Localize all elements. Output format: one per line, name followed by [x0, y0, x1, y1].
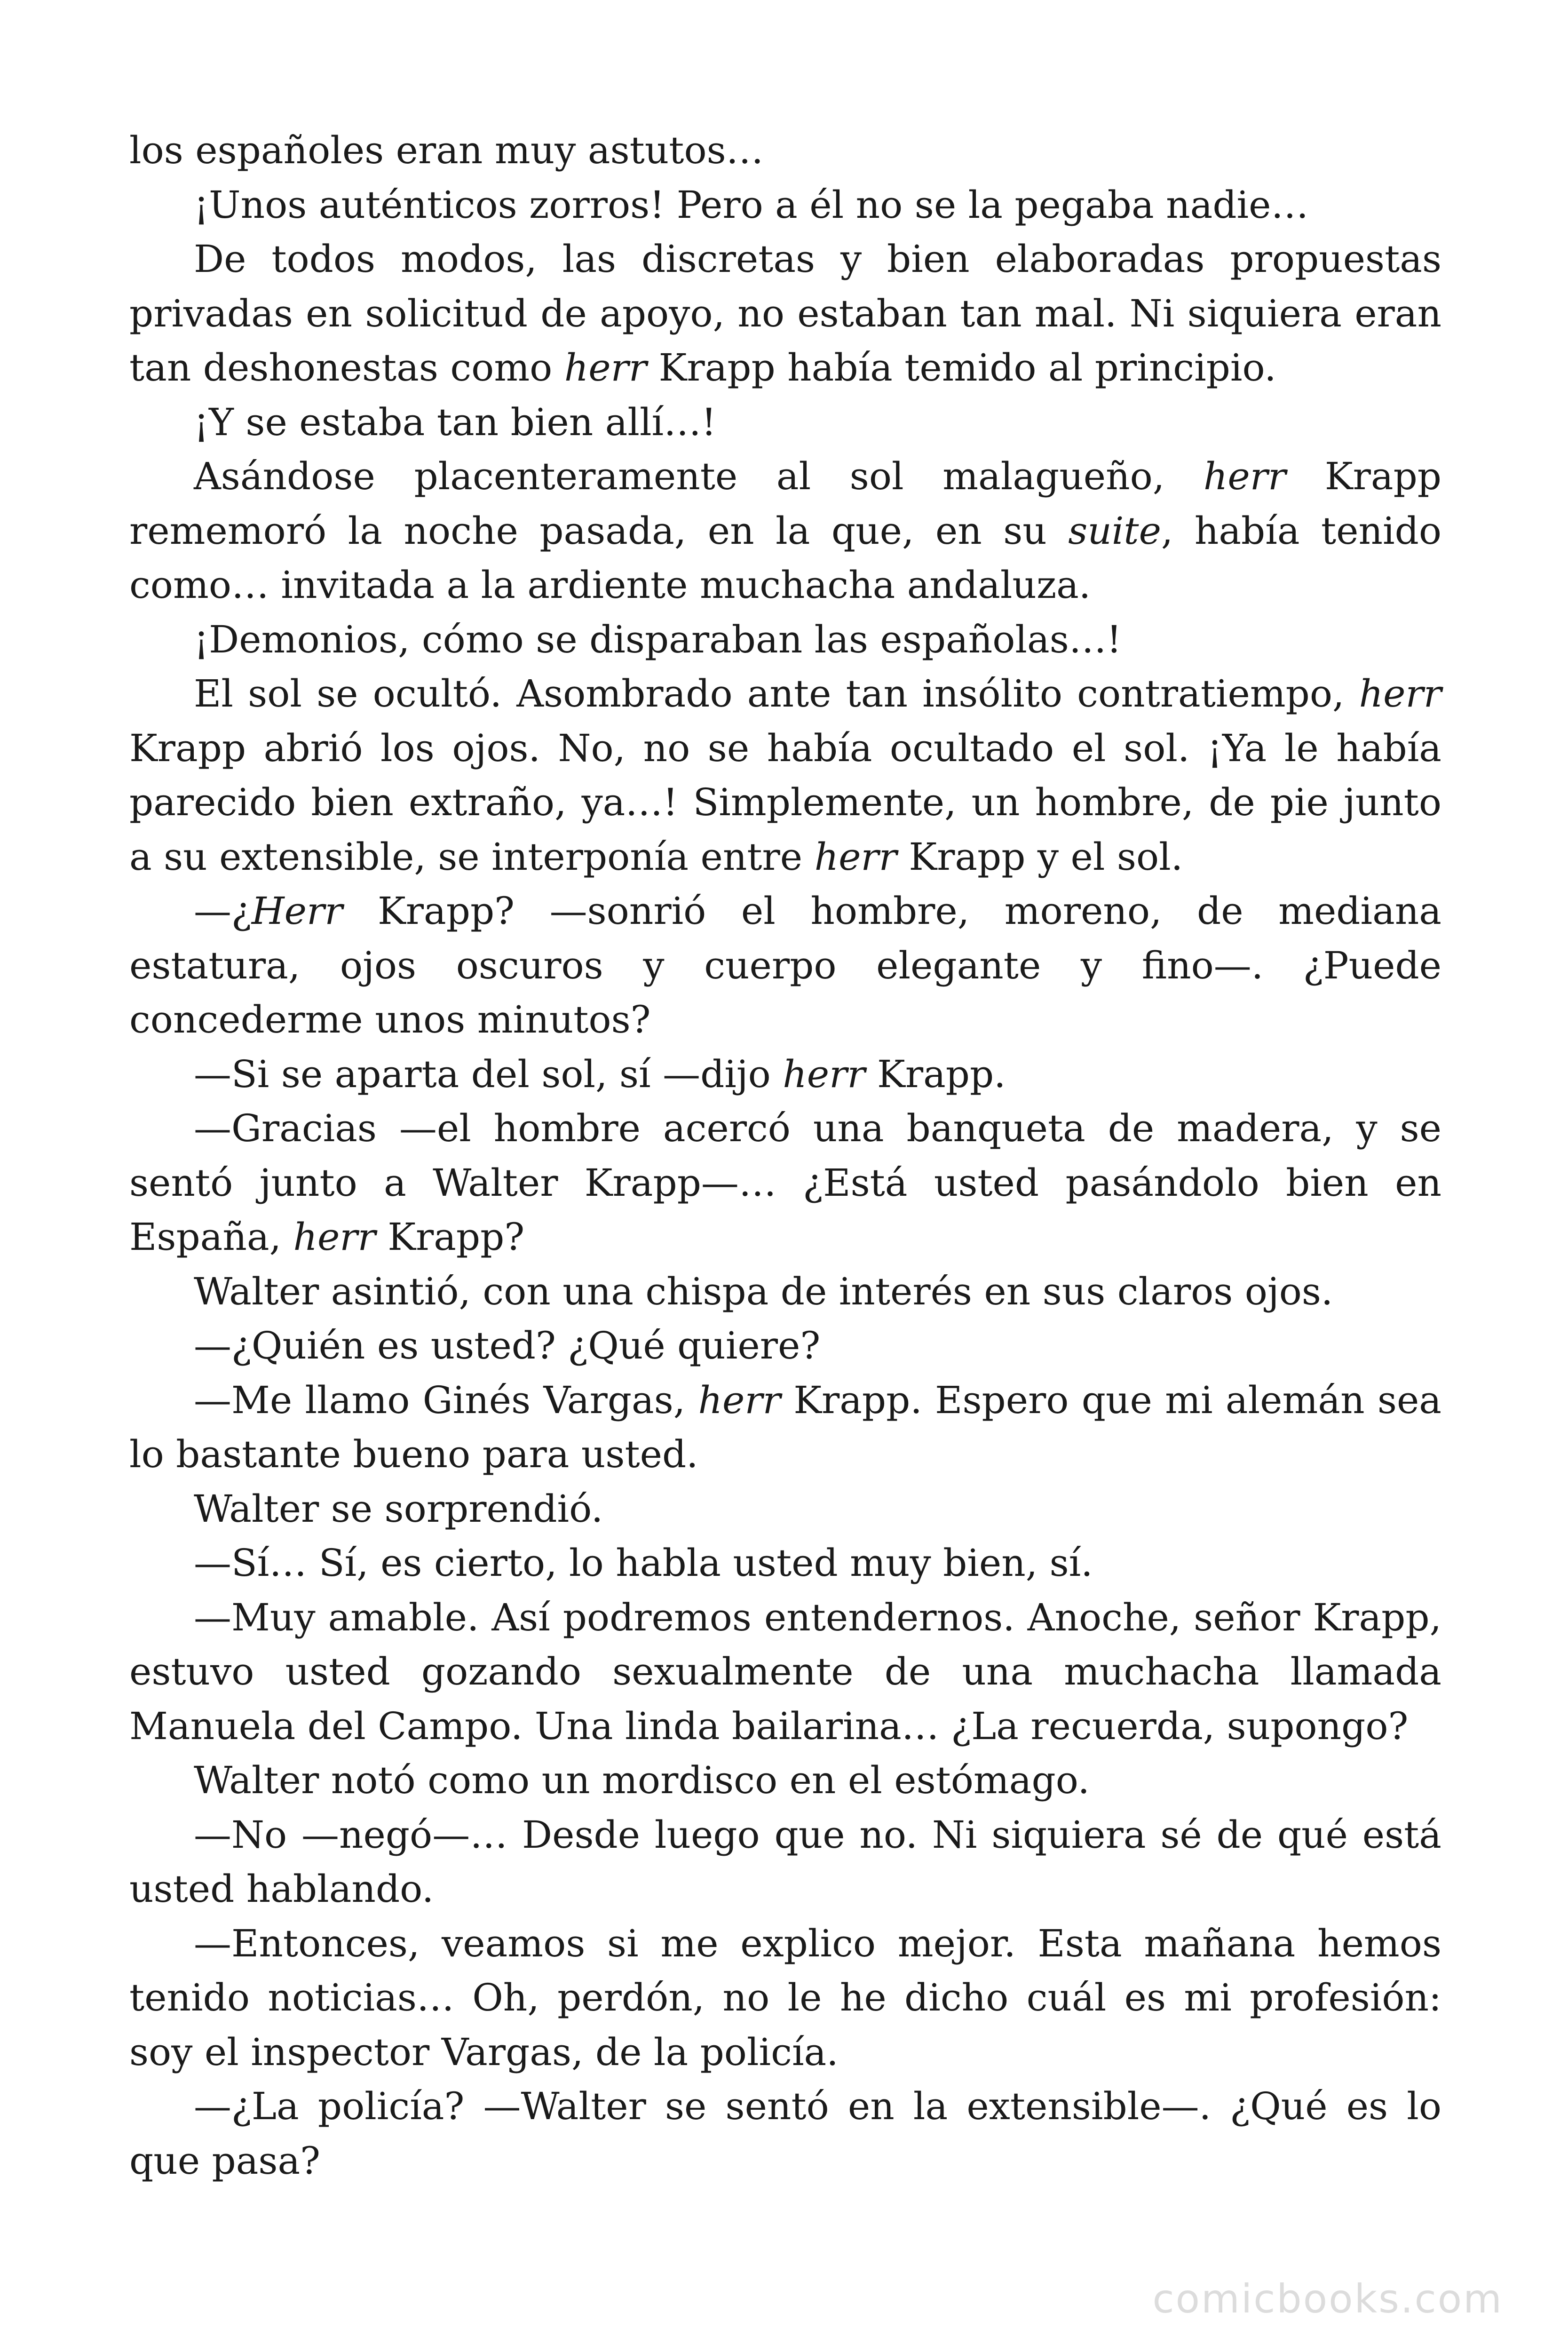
paragraph — [129, 1536, 1441, 1590]
text-run: , había tenido como… invitada a la ardiente muchacha andaluza. — [129, 509, 1441, 607]
paragraph — [129, 884, 1441, 1047]
paragraph — [129, 178, 1441, 232]
watermark: comicbooks.com — [1152, 2276, 1503, 2322]
text-run: —No —negó—… Desde luego que no. Ni siquiera sé de qué está usted hablando. — [129, 1812, 1441, 1911]
paragraph — [129, 449, 1441, 612]
text-run: Walter notó como un mordisco en el estómago. — [194, 1758, 1090, 1802]
text-run: —¿ — [194, 889, 252, 933]
paragraph — [129, 395, 1441, 450]
paragraph — [129, 667, 1441, 884]
paragraph — [129, 1264, 1441, 1319]
text-run: —¿La policía? —Walter se sentó en la extensible—. ¿Qué es lo que pasa? — [129, 2084, 1441, 2183]
text-run: De todos modos, las discretas y bien elaboradas propuestas privadas en solicitud de apoyo, no estaban tan mal. Ni siquiera eran tan deshonestas como — [129, 237, 1441, 389]
italic-text: herr — [814, 834, 897, 879]
paragraph — [129, 1808, 1441, 1916]
text-run: Krapp? — [375, 1215, 525, 1259]
italic-text: herr — [1359, 672, 1441, 715]
text-run: Walter se sorprendió. — [194, 1486, 603, 1531]
paragraph — [129, 1101, 1441, 1264]
italic-text: Herr — [251, 889, 343, 933]
paragraph — [129, 123, 1441, 178]
text-run: El sol se ocultó. Asombrado ante tan insólito contratiempo, — [194, 672, 1359, 715]
text-run: —Entonces, veamos si me explico mejor. Esta mañana hemos tenido noticias… Oh, perdón, no le he dicho cuál es mi profesión: soy el inspector Vargas, de la policía. — [129, 1921, 1441, 2074]
text-run: Krapp y el sol. — [896, 834, 1183, 879]
italic-text: herr — [293, 1215, 376, 1259]
paragraph — [129, 1047, 1441, 1102]
text-run: ¡Y se estaba tan bien allí…! — [194, 400, 717, 444]
text-run: ¡Unos auténticos zorros! Pero a él no se la pegaba nadie… — [194, 183, 1309, 227]
paragraph — [129, 232, 1441, 395]
text-run: Krapp abrió los ojos. No, no se había ocultado el sol. ¡Ya le había parecido bien extraño, ya…! Simplemente, un hombre, de pie junto a su extensible, se interponía entre — [129, 726, 1441, 879]
paragraph — [129, 612, 1441, 667]
text-run: Krapp. — [865, 1052, 1006, 1096]
text-run: ¡Demonios, cómo se disparaban las españolas…! — [194, 617, 1122, 661]
paragraph — [129, 2079, 1441, 2188]
italic-text: herr — [698, 1378, 781, 1422]
text-run: —Me llamo Ginés Vargas, — [194, 1378, 698, 1422]
text-run: —Muy amable. Así podremos entendernos. Anoche, señor Krapp, estuvo usted gozando sexualmente de una muchacha llamada Manuela del Campo. Una linda bailarina… ¿La recuerda, supongo? — [129, 1595, 1441, 1748]
paragraph — [129, 1373, 1441, 1482]
text-run: Krapp rememoró la noche pasada, en la que, en su — [129, 454, 1441, 553]
italic-text: herr — [564, 346, 647, 389]
text-run: Asándose placenteramente al sol malagueño, — [194, 454, 1204, 498]
text-run: —Sí… Sí, es cierto, lo habla usted muy bien, sí. — [194, 1541, 1093, 1585]
paragraph — [129, 1590, 1441, 1754]
text-run: —Gracias —el hombre acercó una banqueta de madera, y se sentó junto a Walter Krapp—… ¿Está usted pasándolo bien en España, — [129, 1106, 1441, 1259]
italic-text: herr — [783, 1052, 865, 1096]
book-page-text — [129, 123, 1441, 2188]
paragraph — [129, 1482, 1441, 1536]
text-run: Walter asintió, con una chispa de interés en sus claros ojos. — [194, 1269, 1333, 1313]
paragraph — [129, 1916, 1441, 2080]
text-run: Krapp. Espero que mi alemán sea lo bastante bueno para usted. — [129, 1378, 1441, 1476]
italic-text: suite — [1068, 509, 1161, 553]
text-run: Krapp? —sonrió el hombre, moreno, de mediana estatura, ojos oscuros y cuerpo elegante y fino—. ¿Puede concederme unos minutos? — [129, 889, 1441, 1041]
text-run: Krapp había temido al principio. — [647, 346, 1276, 389]
text-run: los españoles eran muy astutos… — [129, 128, 764, 172]
text-run: —¿Quién es usted? ¿Qué quiere? — [194, 1324, 821, 1367]
paragraph — [129, 1753, 1441, 1808]
text-run: —Si se aparta del sol, sí —dijo — [194, 1052, 783, 1096]
paragraph — [129, 1319, 1441, 1373]
italic-text: herr — [1203, 454, 1286, 498]
